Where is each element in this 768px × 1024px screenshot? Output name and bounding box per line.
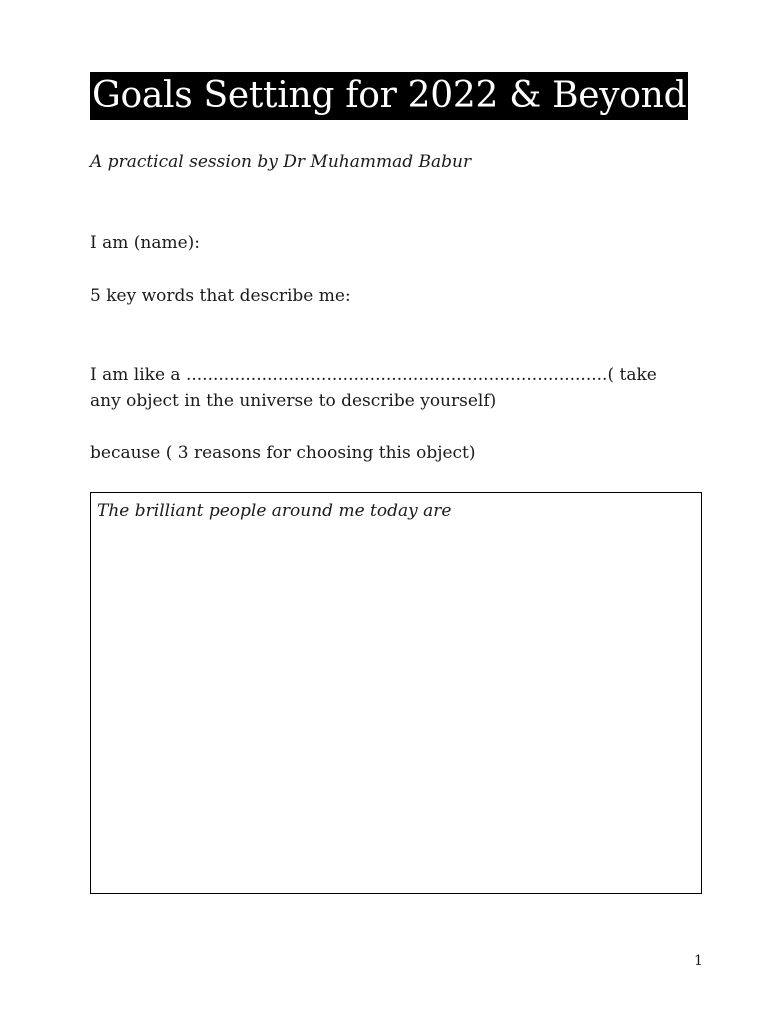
prompt-because: because ( 3 reasons for choosing this object) bbox=[90, 443, 476, 463]
brilliant-people-box bbox=[90, 492, 702, 894]
brilliant-people-label: The brilliant people around me today are bbox=[97, 501, 452, 521]
prompt-object: I am like a ..............................................................................( take any object in the universe to describe yourself) bbox=[90, 365, 657, 411]
document-subtitle: A practical session by Dr Muhammad Babur bbox=[90, 152, 472, 172]
page-number: 1 bbox=[694, 953, 703, 969]
prompt-name: I am (name): bbox=[90, 233, 201, 253]
document-title: Goals Setting for 2022 & Beyond bbox=[90, 72, 688, 120]
prompt-keywords: 5 key words that describe me: bbox=[90, 286, 351, 306]
